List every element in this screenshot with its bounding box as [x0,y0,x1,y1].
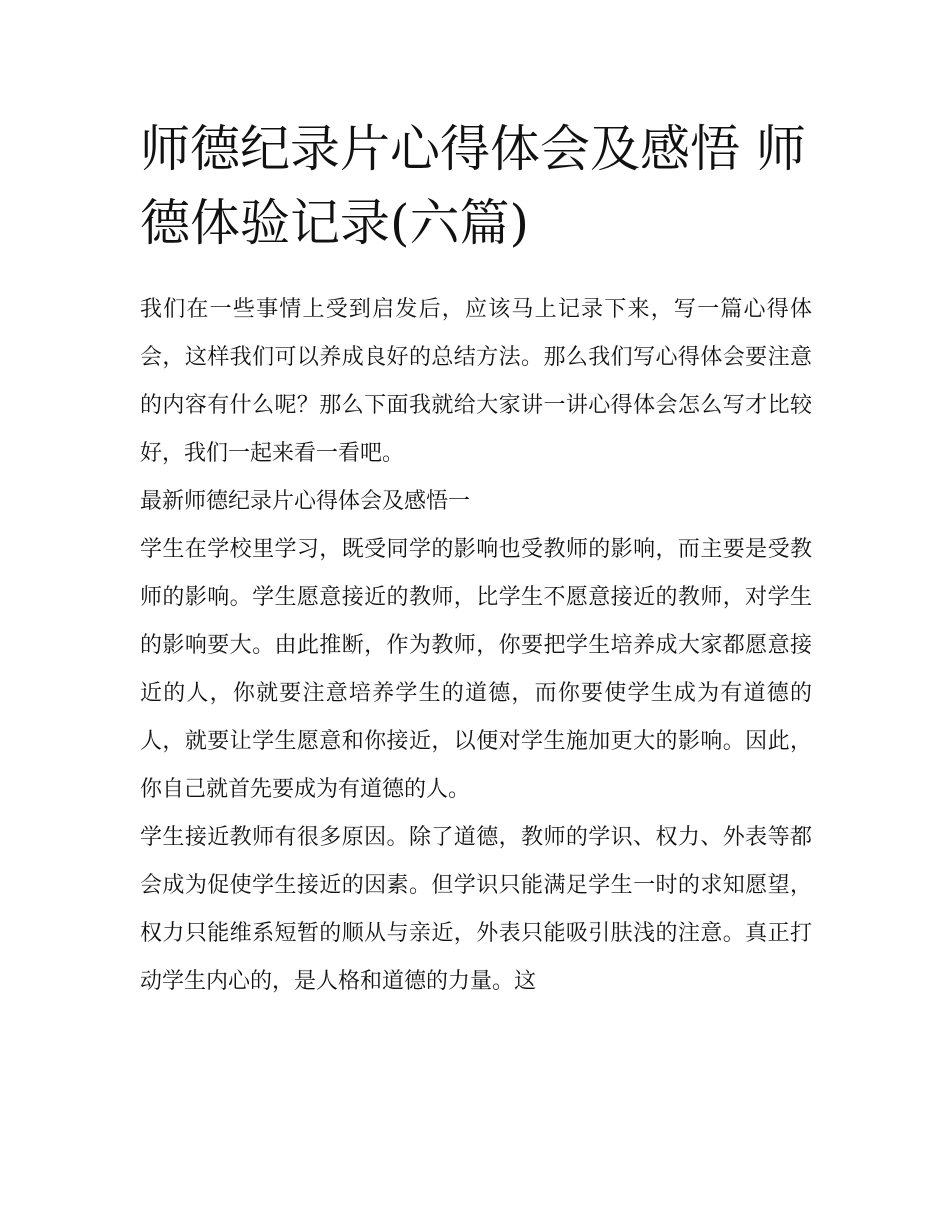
document-content [140,112,812,1006]
intro-paragraph: 我们在一些事情上受到启发后，应该马上记录下来，写一篇心得体会，这样我们可以养成良好的总结方法。那么我们写心得体会要注意的内容有什么呢？那么下面我就给大家讲一讲心得体会怎么写才比较好，我们一起来看一看吧。 [140,297,812,466]
body-paragraph: 学生在学校里学习，既受同学的影响也受教师的影响，而主要是受教师的影响。学生愿意接近的教师，比学生不愿意接近的教师，对学生的影响要大。由此推断，作为教师，你要把学生培养成大家都愿意接近的人，你就要注意培养学生的道德，而你要使学生成为有道德的人，就要让学生愿意和你接近，以便对学生施加更大的影响。因此，你自己就首先要成为有道德的人。 [140,537,812,802]
body-paragraph: 学生接近教师有很多原因。除了道德，教师的学识、权力、外表等都会成为促使学生接近的因素。但学识只能满足学生一时的求知愿望，权力只能维系短暂的顺从与亲近，外表只能吸引肤浅的注意。真正打动学生内心的，是人格和道德的力量。这 [140,825,812,994]
document-title: 师德纪录片心得体会及感悟 师德体验记录(六篇) [140,120,806,252]
section-heading: 最新师德纪录片心得体会及感悟一 [140,489,471,514]
